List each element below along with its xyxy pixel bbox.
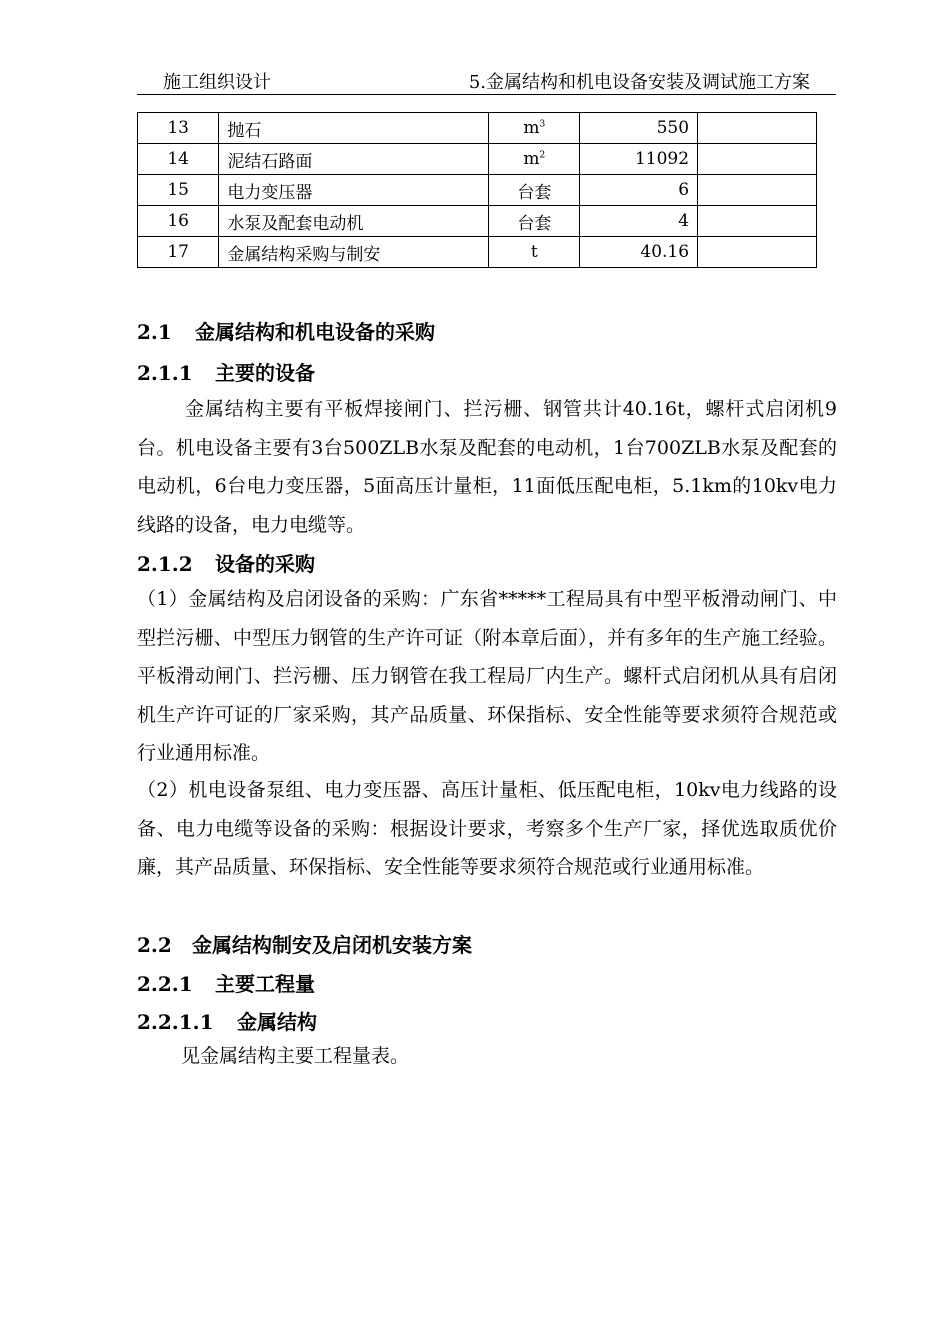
cell-unit: [489, 113, 580, 144]
header-doc-title: 施工组织设计: [163, 72, 271, 93]
table-row: [138, 206, 817, 237]
unit-base: 台套: [517, 213, 552, 234]
unit-base: 台套: [517, 182, 552, 203]
section-title: 金属结构制安及启闭机安装方案: [192, 933, 472, 957]
section-heading-2-2-1: [137, 968, 315, 997]
cell-remark: [698, 175, 817, 206]
cell-unit: [489, 206, 580, 237]
cell-remark: [698, 206, 817, 237]
section-heading-2-2-1-1: [137, 1006, 317, 1035]
quantity-table-body: [138, 113, 817, 268]
cell-item-name: 泥结石路面: [219, 144, 489, 175]
quantity-table: [137, 112, 817, 268]
cell-quantity: 550: [580, 113, 698, 144]
cell-item-number: 14: [138, 144, 219, 175]
cell-item-name: 电力变压器: [219, 175, 489, 206]
cell-item-number: 13: [138, 113, 219, 144]
section-number: 2.2.1: [137, 972, 193, 996]
paragraph-electromechanical-procurement: （2）机电设备泵组、电力变压器、高压计量柜、低压配电柜，10kv电力线路的设备、电力电缆等设备的采购：根据设计要求，考察多个生产厂家，择优选取质优价廉，其产品质量、环保指标、安全性能等要求须符合规范或行业通用标准。: [137, 779, 837, 878]
cell-item-number: 16: [138, 206, 219, 237]
cell-item-name: 抛石: [219, 113, 489, 144]
paragraph-metal-structure-procurement: （1）金属结构及启闭设备的采购：广东省*****工程局具有中型平板滑动闸门、中型拦污栅、中型压力钢管的生产许可证（附本章后面），并有多年的生产施工经验。平板滑动闸门、拦污栅、压力钢管在我工程局厂内生产。螺杆式启闭机从具有启闭机生产许可证的厂家采购，其产品质量、环保指标、安全性能等要求须符合规范或行业通用标准。: [137, 588, 837, 764]
page-header: [137, 64, 836, 95]
section-title: 设备的采购: [215, 552, 315, 576]
section-number: 2.2: [137, 933, 172, 957]
unit-exponent: 3: [539, 119, 546, 130]
section-number: 2.2.1.1: [137, 1010, 214, 1034]
section-number: 2.1.2: [137, 552, 193, 576]
section-heading-2-2: [137, 929, 472, 958]
section-heading-2-1-1: [137, 357, 315, 386]
table-row: [138, 175, 817, 206]
section-heading-2-1-2: [137, 548, 315, 577]
cell-item-name: 水泵及配套电动机: [219, 206, 489, 237]
cell-quantity: 6: [580, 175, 698, 206]
cell-item-number: 17: [138, 237, 219, 268]
paragraph-main-equipment: 金属结构主要有平板焊接闸门、拦污栅、钢管共计40.16t，螺杆式启闭机9台。机电设备主要有3台500ZLB水泵及配套的电动机，1台700ZLB水泵及配套的电动机，6台电力变压器，5面高压计量柜，11面低压配电柜，5.1km的10kv电力线路的设备，电力电缆等。: [137, 398, 837, 536]
table-row: [138, 237, 817, 268]
section-title: 金属结构和机电设备的采购: [195, 320, 435, 344]
cell-item-number: 15: [138, 175, 219, 206]
section-number: 2.1.1: [137, 361, 193, 385]
cell-quantity: 40.16: [580, 237, 698, 268]
unit-base: t: [530, 242, 538, 262]
cell-unit: [489, 237, 580, 268]
section-heading-2-1: [137, 316, 435, 345]
cell-unit: [489, 144, 580, 175]
unit-base: m: [523, 118, 540, 138]
cell-quantity: 4: [580, 206, 698, 237]
section-title: 主要的设备: [215, 361, 315, 385]
cell-item-name: 金属结构采购与制安: [219, 237, 489, 268]
unit-exponent: 2: [539, 150, 546, 161]
table-row: [138, 113, 817, 144]
section-number: 2.1: [137, 320, 172, 344]
cell-quantity: 11092: [580, 144, 698, 175]
section-title: 金属结构: [237, 1010, 317, 1034]
header-chapter-title: 5.金属结构和机电设备安装及调试施工方案: [468, 72, 810, 93]
cell-remark: [698, 144, 817, 175]
paragraph-see-table: 见金属结构主要工程量表。: [181, 1045, 410, 1067]
table-row: [138, 144, 817, 175]
section-title: 主要工程量: [215, 972, 315, 996]
unit-base: m: [523, 149, 540, 169]
cell-unit: [489, 175, 580, 206]
cell-remark: [698, 113, 817, 144]
cell-remark: [698, 237, 817, 268]
